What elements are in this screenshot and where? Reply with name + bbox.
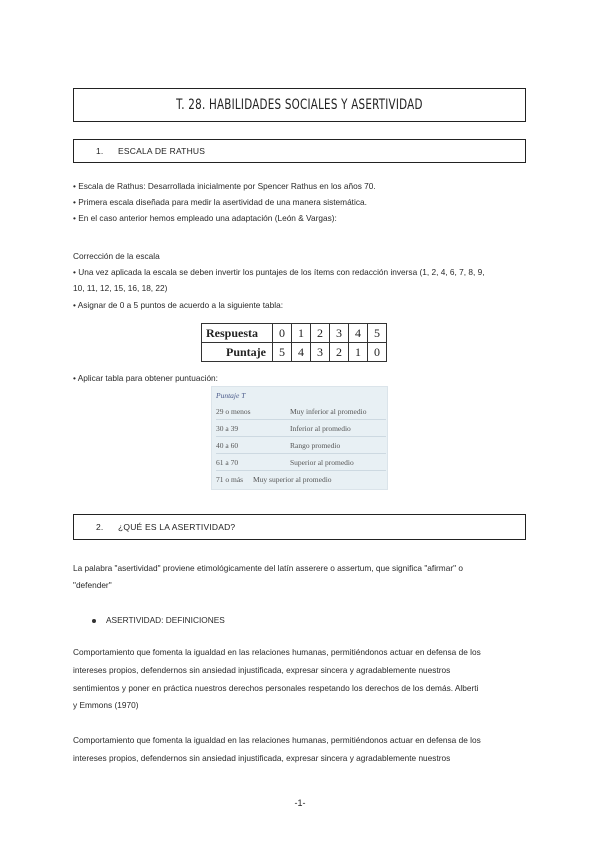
correccion-line-1: • Una vez aplicada la escala se deben invertir los puntajes de los ítems con redacción inversa (1, 2, 4, 6, 7, 8, 9, bbox=[73, 267, 485, 277]
table-cell: 2 bbox=[311, 324, 330, 343]
score-label: Inferior al promedio bbox=[290, 424, 351, 433]
table-row bbox=[202, 324, 387, 343]
section-2-number: 2. bbox=[96, 522, 104, 532]
score-range: 40 a 60 bbox=[216, 441, 239, 450]
table-cell: 3 bbox=[311, 343, 330, 362]
etimologia-line-1: La palabra "asertividad" proviene etimológicamente del latín asserere o assertum, que significa "afirmar" o bbox=[73, 563, 463, 573]
scoring-table bbox=[201, 323, 387, 362]
table-cell: 2 bbox=[330, 343, 349, 362]
def2-line-2: intereses propios, defendernos sin ansiedad injustificada, expresar sincera y agradablemente nuestros bbox=[73, 753, 451, 763]
definiciones-title: ASERTIVIDAD: DEFINICIONES bbox=[106, 615, 225, 625]
table-cell: 3 bbox=[330, 324, 349, 343]
correccion-line-2: 10, 11, 12, 15, 16, 18, 22) bbox=[73, 283, 168, 293]
score-range: 29 o menos bbox=[216, 407, 251, 416]
section-1-title: ESCALA DE RATHUS bbox=[118, 146, 206, 156]
score-label: Superior al promedio bbox=[290, 458, 354, 467]
table-cell: 4 bbox=[349, 324, 368, 343]
section-1-number: 1. bbox=[96, 146, 104, 156]
score-label: Muy superior al promedio bbox=[253, 475, 332, 484]
table-puntaje-label: Puntaje bbox=[202, 343, 273, 362]
def1-line-4: y Emmons (1970) bbox=[73, 700, 139, 710]
bullet-1: • Escala de Rathus: Desarrollada inicialmente por Spencer Rathus en los años 70. bbox=[73, 181, 376, 191]
table-cell: 1 bbox=[292, 324, 311, 343]
section-2-title: ¿QUÉ ES LA ASERTIVIDAD? bbox=[118, 522, 236, 532]
table-cell: 4 bbox=[292, 343, 311, 362]
section-2-header bbox=[73, 514, 526, 540]
page-number: -1- bbox=[294, 798, 306, 808]
table-respuesta-label: Respuesta bbox=[202, 324, 273, 343]
document-title: T. 28. HABILIDADES SOCIALES Y ASERTIVIDAD bbox=[176, 97, 423, 113]
table-cell: 1 bbox=[349, 343, 368, 362]
table-cell: 0 bbox=[273, 324, 292, 343]
score-row bbox=[216, 454, 386, 471]
def1-line-2: intereses propios, defendernos sin ansiedad injustificada, expresar sincera y agradablemente nuestros bbox=[73, 665, 451, 675]
def1-line-3: sentimientos y poner en práctica nuestros derechos personales respetando los derechos de los demás. Alberti bbox=[73, 683, 479, 693]
score-row bbox=[216, 403, 386, 420]
score-header: Puntaje T bbox=[216, 391, 246, 400]
table-cell: 5 bbox=[368, 324, 387, 343]
bullet-icon bbox=[92, 619, 96, 623]
score-range: 71 o más bbox=[216, 475, 244, 484]
def1-line-1: Comportamiento que fomenta la igualdad en las relaciones humanas, permitiéndonos actuar en defensa de los bbox=[73, 647, 481, 657]
bullet-2: • Primera escala diseñada para medir la asertividad de una manera sistemática. bbox=[73, 197, 367, 207]
score-label: Muy inferior al promedio bbox=[290, 407, 367, 416]
definiciones-bullet bbox=[92, 614, 547, 627]
score-row bbox=[216, 471, 386, 488]
aplicar-line: • Aplicar tabla para obtener puntuación: bbox=[73, 373, 218, 383]
table-cell: 0 bbox=[368, 343, 387, 362]
table-cell: 5 bbox=[273, 343, 292, 362]
document-title-box bbox=[73, 88, 526, 122]
score-range: 30 a 39 bbox=[216, 424, 239, 433]
correccion-line-3: • Asignar de 0 a 5 puntos de acuerdo a la siguiente tabla: bbox=[73, 300, 284, 310]
score-label: Rango promedio bbox=[290, 441, 341, 450]
def2-line-1: Comportamiento que fomenta la igualdad en las relaciones humanas, permitiéndonos actuar en defensa de los bbox=[73, 735, 481, 745]
score-row bbox=[216, 420, 386, 437]
etimologia-line-2: "defender" bbox=[73, 580, 112, 590]
score-range: 61 a 70 bbox=[216, 458, 239, 467]
correccion-heading: Corrección de la escala bbox=[73, 251, 160, 261]
bullet-3: • En el caso anterior hemos empleado una adaptación (León & Vargas): bbox=[73, 213, 337, 223]
score-interpretation-box bbox=[211, 386, 388, 490]
section-1-header bbox=[73, 139, 526, 163]
score-row bbox=[216, 437, 386, 454]
table-row bbox=[202, 343, 387, 362]
